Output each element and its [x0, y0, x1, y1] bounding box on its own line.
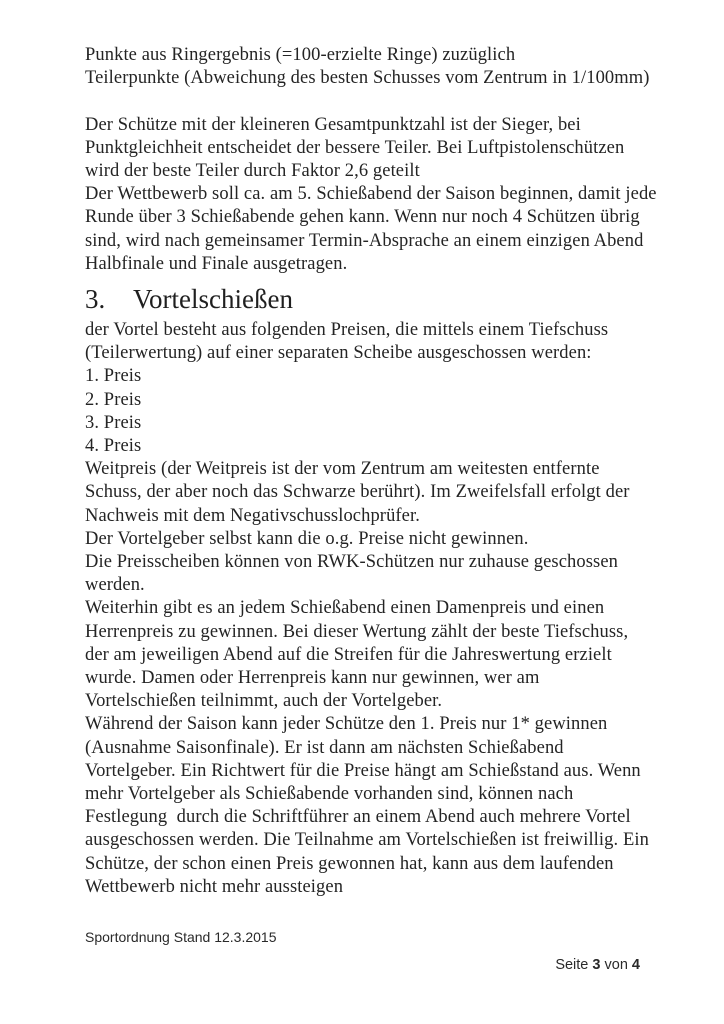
- text-line: Herrenpreis zu gewinnen. Bei dieser Wertung zählt der beste Tiefschuss,: [85, 621, 629, 642]
- text-line: wird der beste Teiler durch Faktor 2,6 geteilt: [85, 161, 420, 181]
- text-line: ausgeschossen werden. Die Teilnahme am Vortelschießen ist freiwillig. Ein: [85, 830, 649, 851]
- text-line: Punkte aus Ringergebnis (=100-erzielte Ringe) zuzüglich: [85, 45, 516, 65]
- section-heading: [85, 283, 645, 316]
- text-line: Nachweis mit dem Negativschusslochprüfer.: [85, 505, 420, 526]
- footer-page-indicator: [555, 957, 640, 973]
- text-line: werden.: [85, 575, 145, 596]
- text-line: 3. Preis: [85, 412, 142, 433]
- text-line: (Ausnahme Saisonfinale). Er ist dann am nächsten Schießabend: [85, 737, 564, 758]
- text-line: Die Preisscheiben können von RWK-Schützen nur zuhause geschossen: [85, 552, 619, 573]
- text-line: Während der Saison kann jeder Schütze den 1. Preis nur 1* gewinnen: [85, 714, 608, 735]
- text-line: Der Wettbewerb soll ca. am 5. Schießabend der Saison beginnen, damit jede: [85, 184, 657, 205]
- text-line: Runde über 3 Schießabende gehen kann. Wenn nur noch 4 Schützen übrig: [85, 207, 640, 228]
- text-line: Weiterhin gibt es an jedem Schießabend einen Damenpreis und einen: [85, 598, 605, 619]
- text-line: Der Schütze mit der kleineren Gesamtpunktzahl ist der Sieger, bei: [85, 114, 581, 135]
- text-line: Schütze, der schon einen Preis gewonnen hat, kann aus dem laufenden: [85, 853, 614, 874]
- footer-document-version: Sportordnung Stand 12.3.2015: [85, 929, 277, 945]
- text-line: Vortelgeber. Ein Richtwert für die Preise hängt am Schießstand aus. Wenn: [85, 760, 641, 781]
- text-line: 4. Preis: [85, 436, 142, 457]
- page-indicator-label: Seite: [555, 957, 593, 973]
- page-indicator-separator: von: [600, 957, 632, 973]
- page-number-current: 3: [592, 957, 601, 973]
- text-line: der Vortel besteht aus folgenden Preisen, die mittels einem Tiefschuss: [85, 320, 609, 341]
- text-line: Halbfinale und Finale ausgetragen.: [85, 253, 348, 274]
- section-number: 3.: [85, 284, 106, 315]
- paragraph: [85, 44, 650, 90]
- text-line: der am jeweiligen Abend auf die Streifen für die Jahreswertung erzielt: [85, 644, 612, 665]
- text-line: Vortelschießen teilnimmt, auch der Vortelgeber.: [85, 691, 443, 712]
- text-line: Wettbewerb nicht mehr aussteigen: [85, 876, 344, 897]
- text-line: Weitpreis (der Weitpreis ist der vom Zentrum am weitesten entfernte: [85, 459, 600, 480]
- text-line: Schuss, der aber noch das Schwarze berührt). Im Zweifelsfall erfolgt der: [85, 482, 630, 503]
- text-line: (Teilerwertung) auf einer separaten Scheibe ausgeschossen werden:: [85, 343, 592, 364]
- text-line: Teilerpunkte (Abweichung des besten Schusses vom Zentrum in 1/100mm): [85, 68, 650, 89]
- text-line: sind, wird nach gemeinsamer Termin-Absprache an einem einzigen Abend: [85, 230, 644, 251]
- text-line: wurde. Damen oder Herrenpreis kann nur gewinnen, wer am: [85, 668, 540, 689]
- text-line: Festlegung durch die Schriftführer an einem Abend auch mehrere Vortel: [85, 807, 631, 828]
- page-number-total: 4: [631, 957, 640, 973]
- text-line: 1. Preis: [85, 366, 142, 387]
- text-line: 2. Preis: [85, 389, 142, 410]
- paragraph: [85, 114, 657, 276]
- paragraph: [85, 319, 649, 899]
- blank-line: [85, 90, 645, 113]
- text-line: mehr Vortelgeber als Schießabende vorhanden sind, können nach: [85, 784, 574, 805]
- text-line: Punktgleichheit entscheidet der bessere Teiler. Bei Luftpistolenschützen: [85, 137, 625, 158]
- section-title: Vortelschießen: [133, 284, 293, 315]
- document-body: [85, 44, 657, 899]
- text-line: Der Vortelgeber selbst kann die o.g. Preise nicht gewinnen.: [85, 528, 529, 549]
